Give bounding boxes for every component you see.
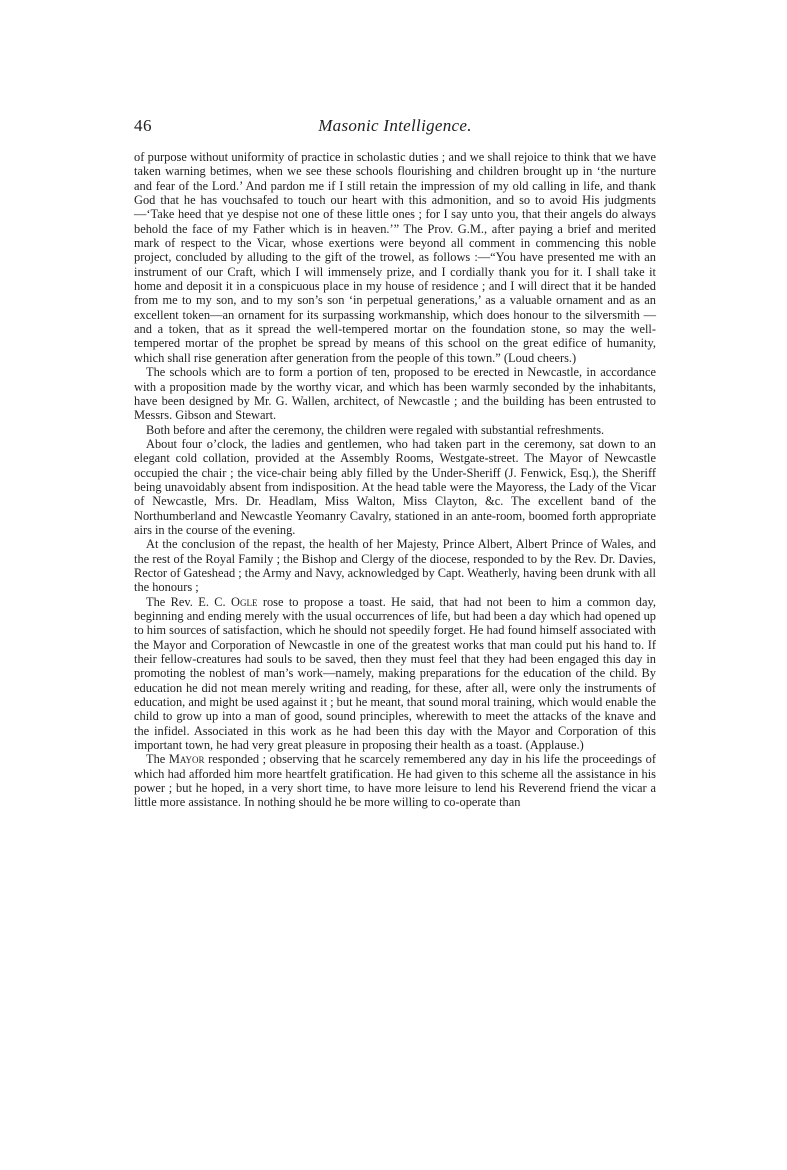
page-number: 46 — [134, 116, 152, 135]
paragraph — [134, 437, 656, 537]
speaker-name: Mayor — [168, 752, 205, 767]
paragraph-text: responded ; observing that he scarcely remembered any day in his life the proceedings of which had afforded him more heartfelt gratification. He had given to this scheme all the assistance in his power ; but he hoped, in a very short time, to have more leisure to lend his Reverend friend the vicar a little more assistance. In nothing should he be more willing to co-operate than — [134, 752, 657, 810]
paragraph-text: rose to propose a toast. He said, that had not been to him a common day, beginning and ending merely with the usual occurrences of life, but had been a day which had opened up to him sources of satisfaction, which he should not speedily forget. He had found himself associated with the Mayor and Corporation of Newcastle in one of the greatest works that man could put his hand to. If their fellow-creatures had souls to be saved, then they must feel that they had been engaged this day in promoting the noblest of man’s work—namely, making preparations for the education of the child. By education he did not mean merely writing and reading, for these, after all, were only the instruments of education, and might be used against it ; but he meant, that sound moral training, which would enable the child to grow up into a man of good, sound principles, wherewith to meet the attacks of the knave and the infidel. Associated in this work as he had been this day with the Mayor and Corporation of this important town, he had very great pleasure in proposing their health as a toast. (Applause.) — [134, 594, 657, 753]
page-header — [134, 116, 656, 138]
speaker-name: Ogle — [231, 594, 258, 609]
paragraph-text: The Rev. E. C. — [146, 594, 232, 609]
article-body — [134, 150, 656, 810]
paragraph — [134, 752, 656, 809]
paragraph — [134, 423, 656, 437]
running-title: Masonic Intelligence. — [318, 116, 472, 135]
paragraph-text: At the conclusion of the repast, the health of her Majesty, Prince Albert, Albert Prince of Wales, and the rest of the Royal Family ; the Bishop and Clergy of the diocese, responded to by the Rev. Dr. Davies, Rector of Gateshead ; the Army and Navy, acknowledged by Capt. Weatherly, having been drunk with all the honours ; — [134, 537, 656, 595]
paragraph — [134, 365, 656, 422]
paragraph-text: The schools which are to form a portion of ten, proposed to be erected in Newcastle, in accordance with a proposition made by the worthy vicar, and which has been warmly seconded by the inhabitants, have been designed by Mr. G. Wallen, architect, of Newcastle ; and the building has been entrusted to Messrs. Gibson and Stewart. — [134, 365, 656, 423]
paragraph-text: About four o’clock, the ladies and gentlemen, who had taken part in the ceremony, sat down to an elegant cold collation, provided at the Assembly Rooms, Westgate-street. The Mayor of Newcastle occupied the chair ; the vice-chair being ably filled by the Under-Sheriff (J. Fenwick, Esq.), the Sheriff being unavoidably absent from indisposition. At the head table were the Mayoress, the Lady of the Vicar of Newcastle, Mrs. Dr. Headlam, Miss Walton, Miss Clayton, &c. The excellent band of the Northumberland and Newcastle Yeomanry Cavalry, stationed in an ante-room, boomed forth appropriate airs in the course of the evening. — [134, 436, 656, 537]
paragraph — [134, 537, 656, 594]
paragraph-text: of purpose without uniformity of practice in scholastic duties ; and we shall rejoice to think that we have taken warning betimes, when we see these schools flourishing and children brought up in ‘the nurture and fear of the Lord.’ And pardon me if I still retain the impression of my old calling in life, and thank God that he has vouchsafed to touch our heart with this admonition, and so to avoid His judgments —‘Take heed that ye despise not one of these little ones ; for I say unto you, that their angels do always behold the face of my Father which is in heaven.’” The Prov. G.M., after paying a brief and merited mark of respect to the Vicar, whose exertions were beyond all comment in commencing this noble project, concluded by alluding to the gift of the trowel, as follows :—“You have presented me with an instrument of our Craft, which I will immensely prize, and I cordially thank you for it. I shall take it home and deposit it in a conspicuous place in my house of residence ; and I will direct that it be handed from me to my son, and to my son’s son ‘in perpetual generations,’ as a valuable ornament and as an excellent token—an ornament for its surpassing workmanship, which does honour to the silversmith —and a token, that as it spread the well-tempered mortar on the foundation stone, so may the well-tempered mortar of the prophet be spread by means of this school on the great edifice of humanity, which shall rise generation after generation from the people of this town.” (Loud cheers.) — [134, 150, 656, 365]
paragraph — [134, 595, 656, 753]
paragraph-text: The — [146, 752, 169, 767]
paragraph — [134, 150, 656, 365]
paragraph-text: Both before and after the ceremony, the children were regaled with substantial refreshments. — [146, 422, 605, 437]
